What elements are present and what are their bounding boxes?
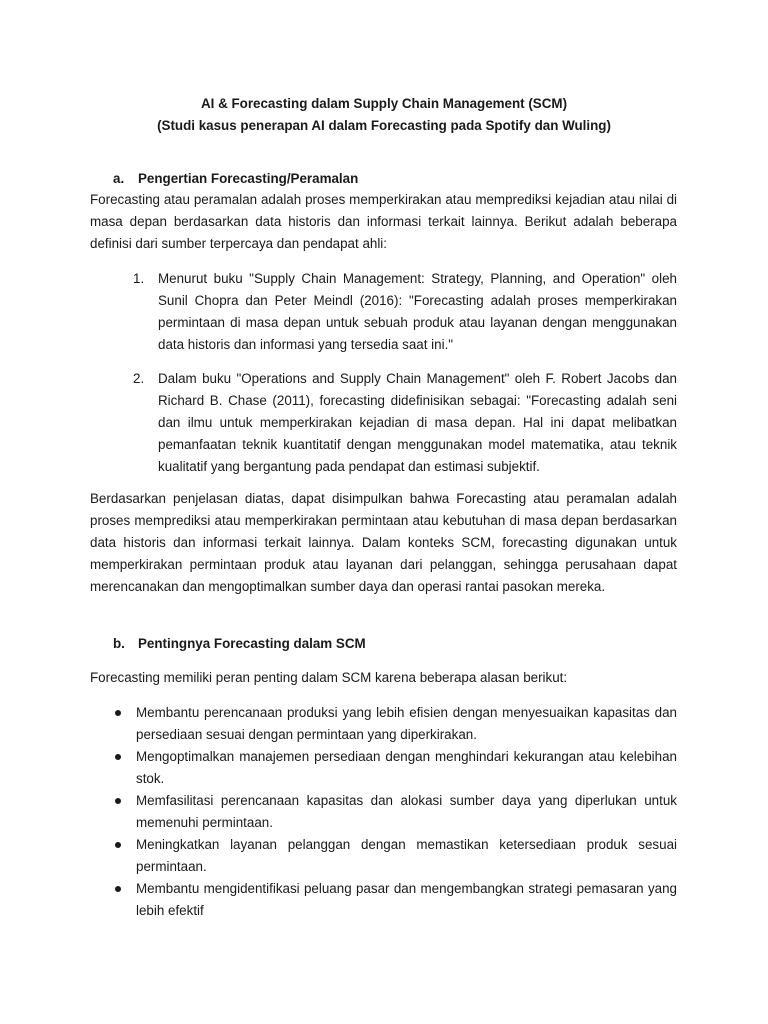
definition-list-2 <box>133 368 677 478</box>
bullet-icon <box>115 798 121 804</box>
list-item-text: Membantu mengidentifikasi peluang pasar dan mengembangkan strategi pemasaran yang lebih efektif <box>136 881 677 918</box>
list-item <box>113 878 677 922</box>
title-line-2: (Studi kasus penerapan AI dalam Forecasting pada Spotify dan Wuling) <box>157 118 611 133</box>
section-b-heading <box>113 633 366 655</box>
section-b-title: Pentingnya Forecasting dalam SCM <box>138 636 366 651</box>
list-item-text: Mengoptimalkan manajemen persediaan dengan menghindari kekurangan atau kelebihan stok. <box>136 749 677 786</box>
benefits-list <box>113 702 677 922</box>
list-item-text: Membantu perencanaan produksi yang lebih efisien dengan menyesuaikan kapasitas dan persediaan sesuai dengan permintaan yang diperkirakan. <box>136 705 677 742</box>
list-item <box>113 834 677 878</box>
definition-text: Menurut buku "Supply Chain Management: Strategy, Planning, and Operation" oleh Sunil Chopra dan Peter Meindl (2016): "Forecasting adalah proses memperkirakan permintaan di masa depan untuk sebuah produk atau layanan dengan menggunakan data historis dan informasi yang tersedia saat ini." <box>158 271 677 352</box>
list-item <box>113 790 677 834</box>
definition-item <box>133 268 677 356</box>
section-a-title: Pengertian Forecasting/Peramalan <box>138 171 359 186</box>
section-b-intro: Forecasting memiliki peran penting dalam SCM karena beberapa alasan berikut: <box>90 670 568 685</box>
definition-number: 2. <box>133 371 145 386</box>
list-item-text: Memfasilitasi perencanaan kapasitas dan alokasi sumber daya yang diperlukan untuk memenuhi permintaan. <box>136 793 677 830</box>
definition-text: Dalam buku "Operations and Supply Chain Management" oleh F. Robert Jacobs dan Richard B. Chase (2011), forecasting didefinisikan sebagai: "Forecasting adalah seni dan ilmu untuk memperkirakan kejadian di masa depan. Hal ini dapat melibatkan pemanfaatan teknik kuantitatif dengan menggunakan model matematika, atau teknik kualitatif yang bergantung pada pendapat dan estimasi subjektif. <box>158 371 677 474</box>
section-a-intro: Forecasting atau peramalan adalah proses memperkirakan atau memprediksi kejadian atau nilai di masa depan berdasarkan data historis dan informasi terkait lainnya. Berikut adalah beberapa definisi dari sumber terpercaya dan pendapat ahli: <box>90 192 677 251</box>
section-a-heading <box>113 168 358 190</box>
document-title <box>0 93 768 137</box>
section-a-conclusion: Berdasarkan penjelasan diatas, dapat disimpulkan bahwa Forecasting atau peramalan adalah proses memprediksi atau memperkirakan permintaan atau kebutuhan di masa depan berdasarkan data historis dan informasi terkait lainnya. Dalam konteks SCM, forecasting digunakan untuk memperkirakan permintaan produk atau layanan dari pelanggan, sehingga perusahaan dapat merencanakan dan mengoptimalkan sumber daya dan operasi rantai pasokan mereka. <box>90 491 677 594</box>
bullet-icon <box>115 842 121 848</box>
bullet-icon <box>115 754 121 760</box>
list-item <box>113 746 677 790</box>
title-line-1: AI & Forecasting dalam Supply Chain Management (SCM) <box>200 96 568 111</box>
section-a-letter: a. <box>113 171 125 186</box>
definition-list-1 <box>133 268 677 356</box>
definition-number: 1. <box>133 271 145 286</box>
bullet-icon <box>115 710 121 716</box>
definition-item <box>133 368 677 478</box>
list-item <box>113 702 677 746</box>
bullet-icon <box>115 886 121 892</box>
section-b-letter: b. <box>113 636 125 651</box>
list-item-text: Meningkatkan layanan pelanggan dengan memastikan ketersediaan produk sesuai permintaan. <box>136 837 677 874</box>
